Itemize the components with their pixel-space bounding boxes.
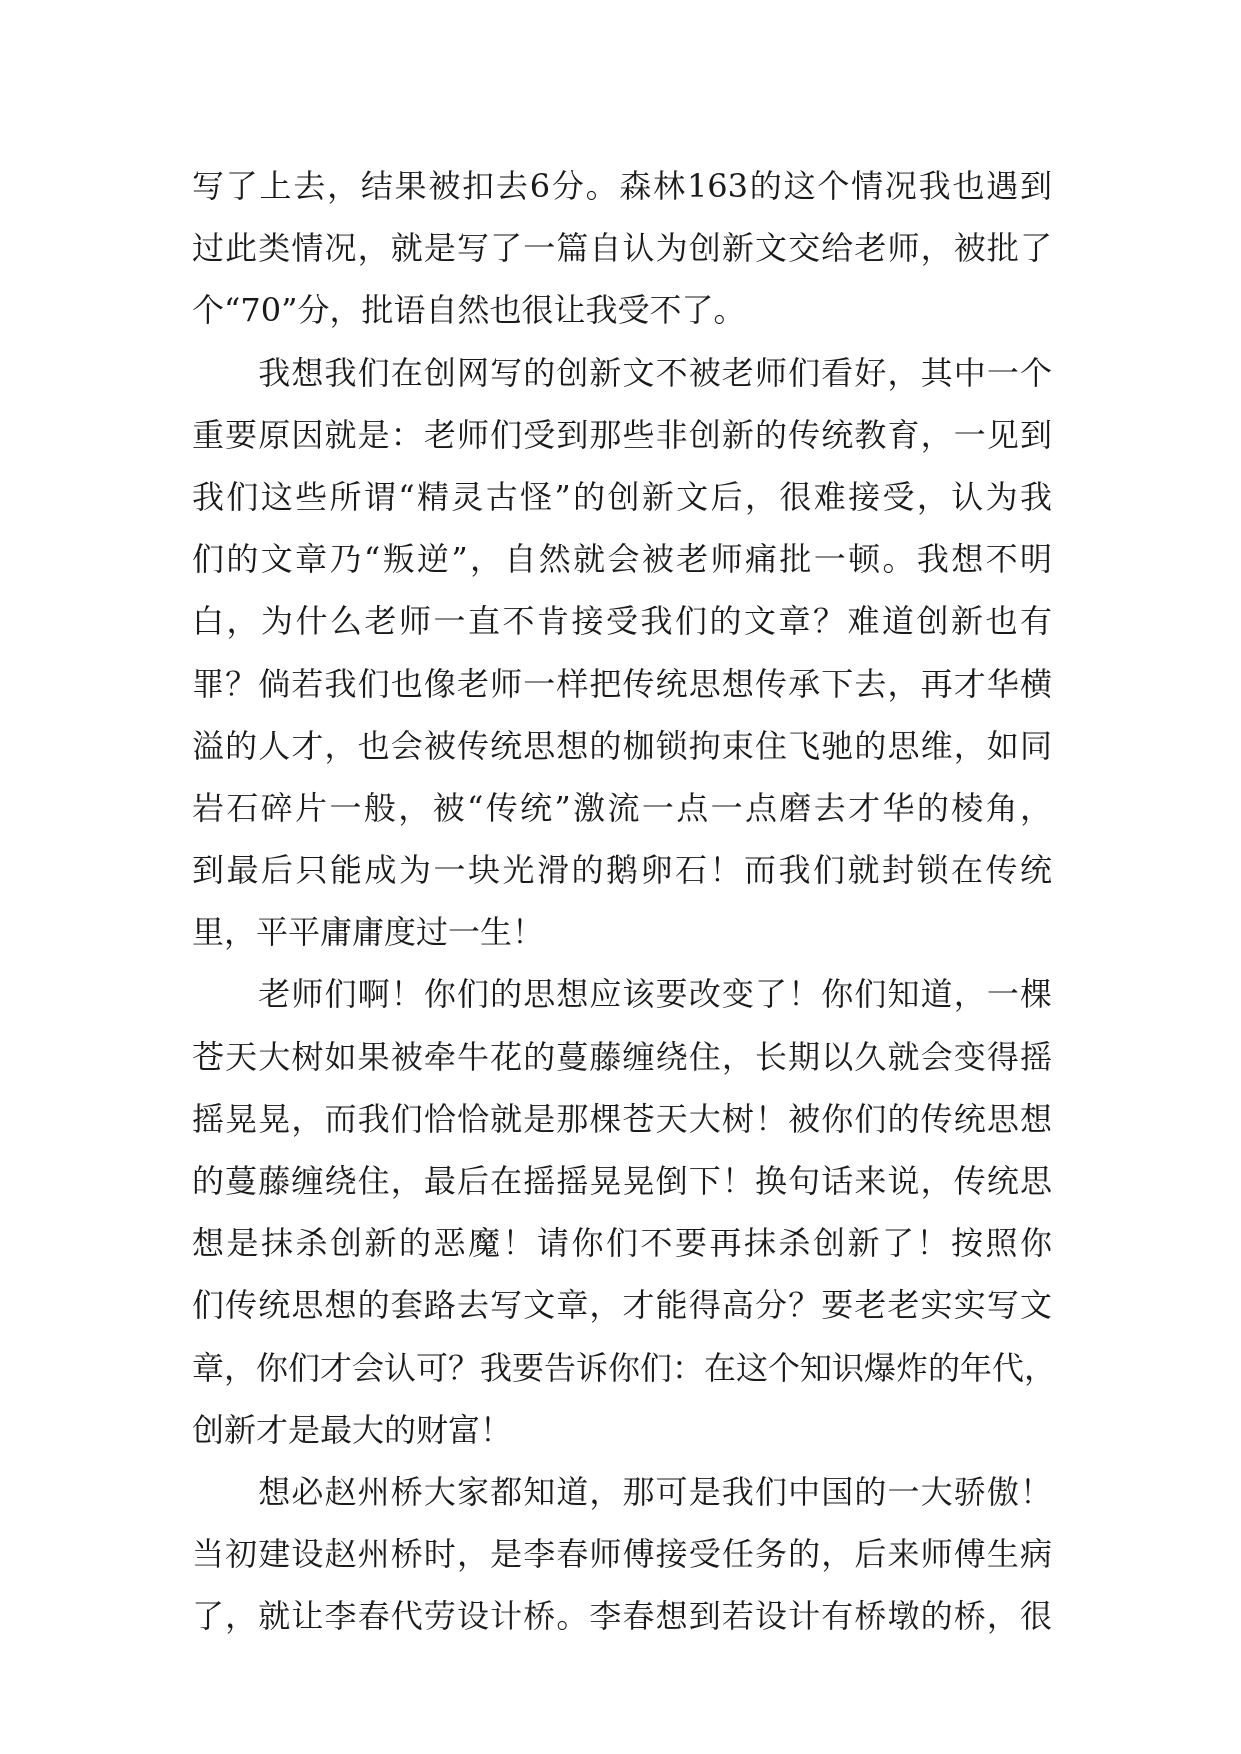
text-line: 写了上去，结果被扣去6分。森林163的这个情况我也遇到 xyxy=(192,167,1052,205)
text-line: 我们这些所谓“精灵古怪”的创新文后，很难接受，认为我 xyxy=(192,477,1052,516)
text-line: 的蔓藤缠绕住，最后在摇摇晃晃倒下！换句话来说，传统思 xyxy=(192,1162,1052,1200)
text-line: 苍天大树如果被牵牛花的蔓藤缠绕住，长期以久就会变得摇 xyxy=(192,1037,1052,1076)
text-line: 想必赵州桥大家都知道，那可是我们中国的一大骄傲！ xyxy=(192,1472,1052,1511)
text-line: 罪？倘若我们也像老师一样把传统思想传承下去，再才华横 xyxy=(192,664,1052,703)
text-line: 章，你们才会认可？我要告诉你们：在这个知识爆炸的年代， xyxy=(192,1348,1057,1387)
text-line: 岩石碎片一般，被“传统”激流一点一点磨去才华的棱角， xyxy=(192,788,1052,827)
text-line: 个“70”分，批语自然也很让我受不了。 xyxy=(192,291,746,330)
text-line: 溢的人才，也会被传统思想的枷锁拘束住飞驰的思维，如同 xyxy=(192,726,1052,765)
text-line: 里，平平庸庸度过一生！ xyxy=(192,913,545,952)
text-line: 过此类情况，就是写了一篇自认为创新文交给老师，被批了 xyxy=(192,229,1052,268)
text-line: 当初建设赵州桥时，是李春师傅接受任务的，后来师傅生病 xyxy=(192,1535,1052,1574)
text-line: 我想我们在创网写的创新文不被老师们看好，其中一个 xyxy=(192,353,1052,392)
text-line: 老师们啊！你们的思想应该要改变了！你们知道，一棵 xyxy=(192,975,1052,1014)
text-line: 们的文章乃“叛逆”，自然就会被老师痛批一顿。我想不明 xyxy=(192,540,1052,579)
body-text xyxy=(192,155,1057,1648)
text-line: 们传统思想的套路去写文章，才能得高分？要老老实实写文 xyxy=(192,1286,1052,1325)
text-line: 了，就让李春代劳设计桥。李春想到若设计有桥墩的桥，很 xyxy=(192,1597,1052,1636)
text-line: 摇晃晃，而我们恰恰就是那棵苍天大树！被你们的传统思想 xyxy=(192,1099,1052,1138)
text-line: 到最后只能成为一块光滑的鹅卵石！而我们就封锁在传统 xyxy=(192,851,1052,890)
text-line: 重要原因就是：老师们受到那些非创新的传统教育，一见到 xyxy=(192,415,1052,454)
text-line: 想是抹杀创新的恶魔！请你们不要再抹杀创新了！按照你 xyxy=(192,1224,1052,1263)
text-line: 创新才是最大的财富！ xyxy=(192,1410,513,1449)
text-line: 白，为什么老师一直不肯接受我们的文章？难道创新也有 xyxy=(192,602,1052,641)
